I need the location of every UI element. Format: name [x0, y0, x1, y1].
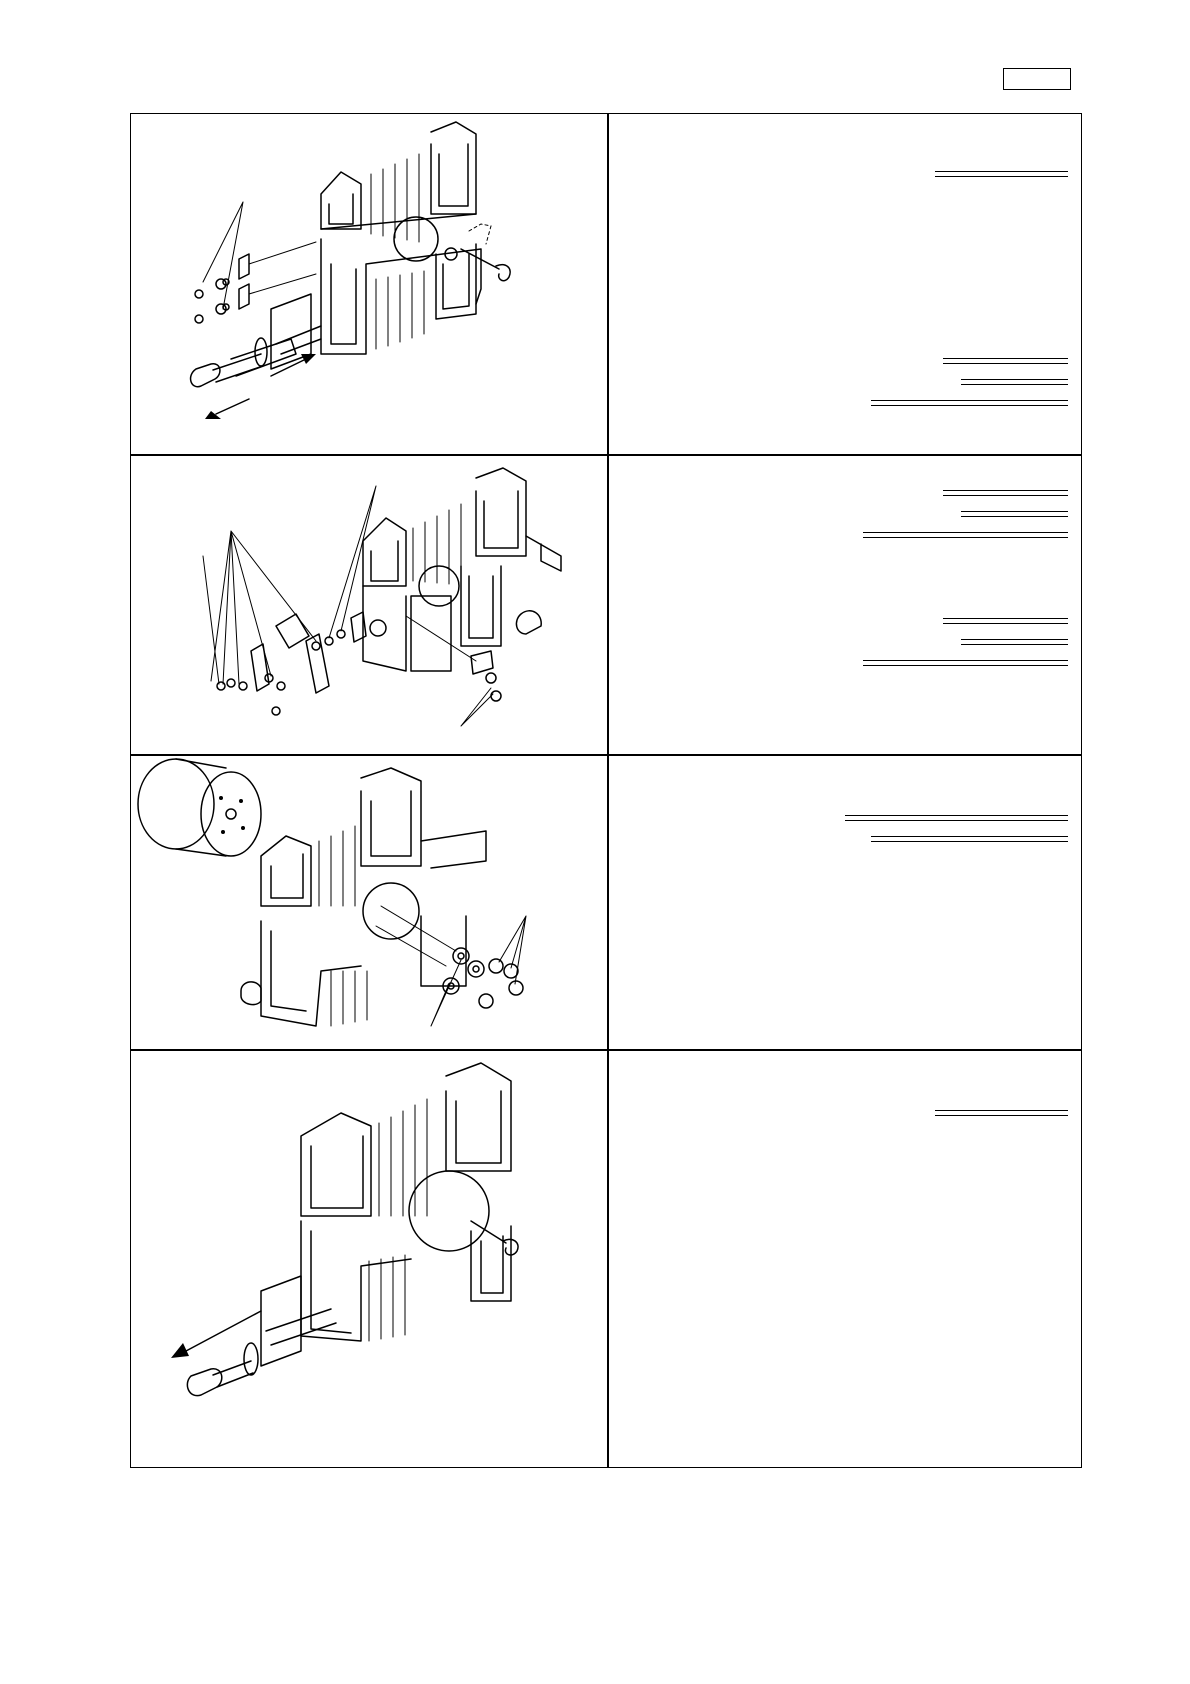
underline	[943, 618, 1068, 624]
heat-sink-bracket-disassembly-icon	[131, 456, 607, 754]
underline	[863, 532, 1068, 538]
underline	[943, 490, 1068, 496]
underline	[871, 836, 1068, 842]
underline	[961, 639, 1068, 645]
underline	[961, 511, 1068, 517]
step-4-figure	[131, 1051, 607, 1469]
underline	[935, 1110, 1068, 1116]
heat-sink-disassembly-icon	[131, 114, 607, 454]
procedure-table	[130, 113, 1082, 1468]
underline	[845, 815, 1068, 821]
underline	[961, 379, 1068, 385]
step-2-figure	[131, 456, 607, 754]
step-1-figure	[131, 114, 607, 454]
step-1-text	[609, 114, 1083, 454]
step-4-text	[609, 1051, 1083, 1469]
page-number-box	[1003, 68, 1071, 90]
underline	[863, 660, 1068, 666]
heat-sink-motor-mount-icon	[131, 756, 607, 1049]
underline	[943, 358, 1068, 364]
underline	[935, 171, 1068, 177]
step-3-figure	[131, 756, 607, 1049]
step-3-text	[609, 756, 1083, 1049]
underline	[871, 400, 1068, 406]
heat-sink-shaft-removal-icon	[131, 1051, 607, 1469]
step-2-text	[609, 456, 1083, 754]
